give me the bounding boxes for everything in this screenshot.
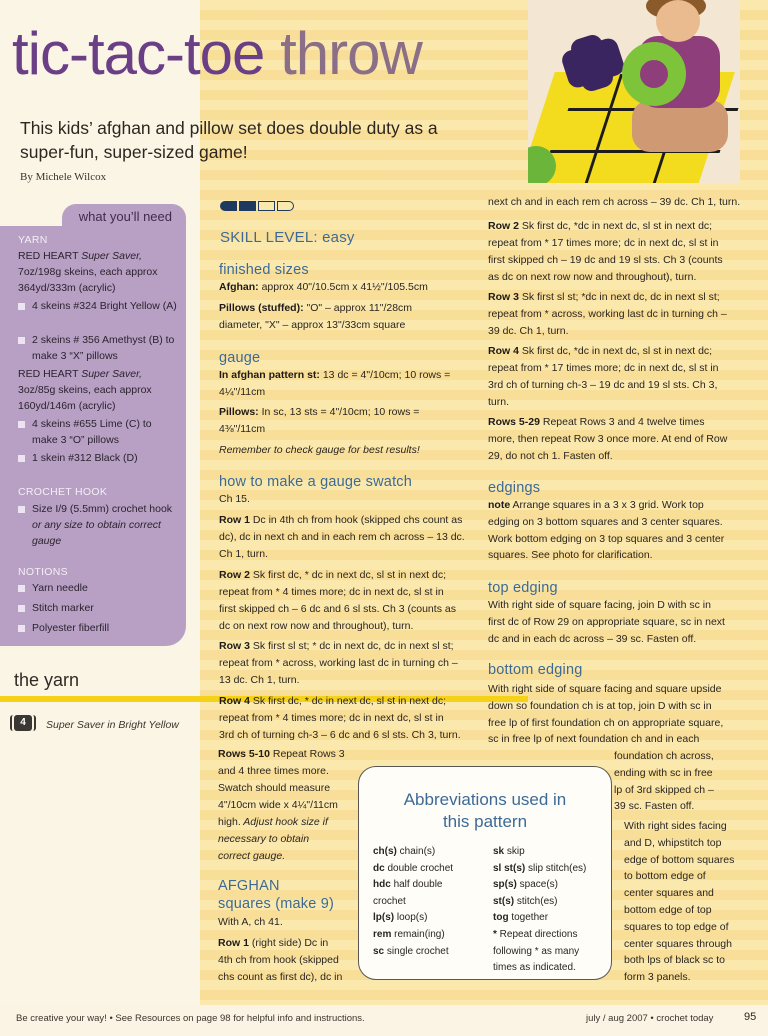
swatch-line: [219, 567, 446, 584]
abbr-title-line2: this pattern: [442, 812, 528, 831]
swatch-line-text: Dc in 4th ch from hook (skipped chs count as: [249, 514, 463, 526]
swatch-adjust: [218, 814, 328, 831]
edgings-line: [488, 497, 704, 514]
gauge-afghan-label: In afghan pattern st:: [219, 369, 320, 381]
abbreviation-meaning: half double: [393, 879, 443, 891]
afghan-heading: AFGHAN: [218, 878, 280, 894]
swatch-line: [219, 584, 444, 601]
pattern-photo: [528, 0, 740, 183]
swatch-line: [219, 512, 462, 529]
the-yarn-heading: the yarn: [14, 670, 80, 690]
afghan-line-text: repeat from * 17 times more; dc in next dc, sl st in: [488, 362, 719, 374]
assembly-line: form 3 panels.: [624, 971, 691, 984]
skill-level-icon: [220, 201, 296, 213]
bottom-edging-line: free lp of first foundation ch on appropriate square,: [488, 716, 724, 729]
notion-item: Stitch marker: [32, 602, 94, 614]
bottom-edging-line: sc in free lp of next foundation ch and in each: [488, 733, 700, 746]
assembly-line: center squares through: [624, 937, 732, 950]
afghan-line: [488, 218, 712, 235]
afghan-line-text: repeat from * across, working last dc in turning ch –: [488, 308, 727, 320]
abbr-title-line1: Abbreviations used in: [403, 790, 567, 809]
afghan-row1-label: Row 1: [218, 937, 249, 949]
gauge-afghan-text: 13 dc = 4"/10cm; 10 rows =: [322, 369, 451, 381]
page-title: [12, 18, 422, 90]
checkbox-icon: [18, 605, 25, 612]
afghan-size-text: approx 40"/10.5cm x 41½"/105.5cm: [261, 281, 428, 293]
abbreviation-meaning: following * as many: [493, 945, 580, 957]
assembly-line: and D, whipstitch top: [624, 836, 722, 849]
yarn-label: Super Saver in Bright Yellow: [46, 719, 179, 731]
top-edging-line: dc and in each dc across – 39 sc. Fasten off.: [488, 632, 697, 645]
abbreviation-meaning: Repeat directions: [499, 929, 578, 940]
page-number: 95: [744, 1011, 757, 1023]
gauge-pillows: [219, 404, 419, 421]
swatch-line: [219, 693, 446, 710]
swatch-adjust-line: necessary to obtain: [218, 833, 310, 845]
swatch-line-label: Row 4: [219, 695, 250, 707]
afghan-line: [488, 448, 613, 465]
swatch-line-text: repeat from * 4 times more; dc in next dc, sl st in: [219, 586, 444, 598]
abbreviation-meaning: remain(ing): [394, 929, 445, 940]
abbreviation-term: rem: [373, 929, 395, 940]
swatch-line-text: 13 dc. Ch 1, turn.: [219, 674, 300, 686]
afghan-line-text: as dc on next row now and throughout), turn.: [488, 271, 697, 283]
o-pillow-ring: [622, 42, 686, 106]
abbreviation-term: *: [493, 929, 500, 940]
afghan-row1: [218, 935, 328, 952]
yarn2-line: [18, 366, 142, 382]
afghan-size-label: Afghan:: [219, 281, 259, 293]
edgings-line: [488, 531, 724, 548]
swatch-rows510: [218, 746, 345, 763]
yarn1-item: 4 skeins #324 Bright Yellow (A): [32, 300, 177, 312]
afghan-line-text: Sk first dc, *dc in next dc, sl st in next dc;: [518, 345, 713, 357]
afghan-line-text: next ch and in each rem ch across – 39 dc. Ch 1, turn.: [488, 196, 741, 208]
edgings-line-text: Work bottom edging on 3 top squares and 3 center: [488, 532, 725, 545]
afghan-line-label: Rows 5-29: [488, 416, 540, 428]
abbreviation-row: [493, 845, 525, 859]
adjust-italic: Adjust hook size if: [240, 816, 328, 828]
notion-item: Yarn needle: [32, 582, 88, 594]
yarn1-line: [18, 248, 142, 264]
abbreviation-row: [373, 911, 427, 925]
afghan-subheading: squares (make 9): [218, 896, 335, 912]
hook-heading: CROCHET HOOK: [18, 486, 108, 498]
abbreviation-term: sp(s): [493, 879, 520, 891]
abbreviation-row: [373, 895, 406, 909]
afghan-line-label: Row 2: [488, 220, 519, 232]
assembly-line: center squares and: [624, 887, 714, 900]
abbreviation-meaning: stitch(es): [516, 895, 558, 907]
yarn2-item: 4 skeins #655 Lime (C) to make 3 “O” pillows: [32, 418, 152, 446]
finished-sizes-heading: finished sizes: [219, 262, 309, 278]
bottom-edging-line: down so foundation ch is at top, join D with sc in: [488, 699, 712, 712]
afghan-line-text: turn.: [488, 396, 510, 408]
swatch-line: [219, 529, 465, 546]
girl-head: [656, 0, 700, 42]
abbreviation-meaning: together: [511, 912, 549, 924]
badge-left-bracket: [10, 715, 13, 731]
notion-item: Polyester fiberfill: [32, 622, 110, 634]
assembly-line: squares to top edge of: [624, 920, 729, 933]
afghan-line-text: Sk first sl st; *dc in next dc, dc in next sl st;: [518, 291, 720, 303]
swatch-line: [219, 618, 413, 635]
rows510-text: Repeat Rows 3: [269, 748, 345, 760]
byline: By Michele Wilcox: [20, 171, 107, 183]
abbreviation-row: [493, 928, 578, 942]
afghan-line-label: Row 4: [488, 345, 519, 357]
abbreviation-term: tog: [493, 912, 512, 924]
rows510-label: Rows 5-10: [218, 748, 270, 760]
swatch-line-text: repeat from * across, working last dc in turning ch –: [219, 657, 458, 669]
edgings-line-text: Arrange squares in a 3 x 3 grid. Work top: [510, 499, 704, 511]
swatch-ch: Ch 15.: [219, 493, 250, 505]
afghan-line: [488, 252, 723, 269]
afghan-line-text: repeat from * 17 times more; dc in next dc, sl st in: [488, 237, 719, 249]
yarn1-brand: RED HEART: [18, 250, 79, 262]
abbreviation-meaning: chain(s): [399, 846, 436, 857]
checkbox-icon: [18, 625, 25, 632]
yarn1-desc2: 364yd/333m (acrylic): [18, 282, 116, 294]
swatch-line-label: Row 3: [219, 640, 250, 652]
swatch-line: [219, 710, 444, 727]
swatch-line: [219, 601, 456, 618]
title-part2: throw: [280, 20, 422, 87]
yarn2-brand: RED HEART: [18, 368, 79, 380]
swatch-line-text: first skipped ch – 6 dc and 6 sl sts. Ch 3 (counts as: [219, 603, 456, 615]
subtitle: This kids’ afghan and pillow set does double duty as a super-fun, super-sized game!: [20, 118, 438, 162]
bottom-edging-line: ending with sc in free: [614, 766, 713, 779]
pillow-size-2: diameter, "X" – approx 13"/33cm square: [219, 319, 406, 331]
abbreviation-meaning: times as indicated.: [493, 962, 576, 974]
adjust-plain: high.: [218, 816, 241, 828]
hook-main: Size I/9 (5.5mm) crochet hook: [32, 503, 173, 515]
afghan-line: [488, 269, 696, 286]
afghan-line-text: 3rd ch of turning ch-3 – 19 dc and 19 sl sts. Ch 3,: [488, 379, 718, 391]
abbreviation-meaning: skip: [506, 846, 525, 857]
yarn2-item: 1 skein #312 Black (D): [32, 452, 138, 464]
pillow-size: [219, 300, 412, 317]
afghan-line-text: 29, do not ch 1. Fasten off.: [488, 450, 613, 462]
bottom-edging-line: 39 sc. Fasten off.: [614, 800, 695, 813]
swatch-line-text: Sk first sl st; * dc in next dc, dc in next sl st;: [249, 640, 454, 652]
yarn2-desc2: 160yd/146m (acrylic): [18, 400, 116, 412]
swatch-line-text: Sk first dc, * dc in next dc, sl st in next dc;: [249, 569, 446, 581]
swatch-line-text: dc), dc in next ch and in each rem ch across – 13 dc.: [219, 531, 465, 543]
gauge-pillows-2: 4⅜"/11cm: [219, 423, 266, 435]
abbreviation-row: [373, 862, 453, 876]
swatch-line-label: Row 1: [219, 514, 250, 526]
afghan-line-label: Row 3: [488, 291, 519, 303]
abbreviation-meaning: single crochet: [386, 945, 449, 957]
bottom-edging-heading: bottom edging: [488, 662, 583, 678]
abbreviation-term: dc: [373, 862, 388, 874]
abbreviation-term: ch(s): [373, 846, 400, 857]
gauge-afghan-2: 4¼"/11cm: [219, 386, 266, 398]
swatch-line-text: repeat from * 4 times more; dc in next dc, sl st in: [219, 712, 444, 724]
top-edging-heading: top edging: [488, 580, 558, 596]
swatch-line: [219, 727, 461, 744]
bottom-edging-line: With right side of square facing and square upside: [488, 683, 722, 695]
afghan-size: [219, 279, 428, 296]
gauge-note: Remember to check gauge for best results!: [219, 444, 420, 456]
yarn-heading: YARN: [18, 234, 48, 246]
footer-right: july / aug 2007 • crochet today: [586, 1013, 714, 1024]
edgings-line: [488, 514, 723, 531]
abbreviation-row: [493, 878, 558, 892]
edgings-line-text: squares. See photo for clarification.: [488, 549, 653, 562]
abbreviation-row: [373, 945, 449, 959]
afghan-line: [488, 194, 740, 211]
gauge-heading: gauge: [219, 350, 261, 366]
yarn1-item: 2 skeins # 356 Amethyst (B) to make 3 “X” pillows: [32, 334, 175, 362]
skill-level: SKILL LEVEL: easy: [220, 229, 355, 246]
swatch-line: [219, 672, 300, 689]
abbreviation-meaning: double crochet: [387, 862, 454, 874]
pillow-size-label: Pillows (stuffed):: [219, 302, 304, 314]
afghan-line: [488, 377, 717, 394]
afghan-with: With A, ch 41.: [218, 916, 283, 928]
yarn2-name: Super Saver,: [81, 368, 142, 380]
assembly-line: both lps of black sc to: [624, 954, 725, 967]
assembly-line: to bottom edge of: [624, 870, 706, 883]
checkbox-icon: [18, 421, 25, 428]
afghan-line: [488, 306, 727, 323]
edgings-line: [488, 547, 653, 564]
abbreviation-term: hdc: [373, 879, 394, 891]
notions-heading: NOTIONS: [18, 566, 68, 578]
what-youll-need-sidebar: [0, 226, 186, 646]
title-part1: tic-tac-toe: [12, 20, 265, 87]
afghan-line: [488, 431, 727, 448]
assembly-line: edge of bottom squares: [624, 853, 735, 866]
swatch-line-label: Row 2: [219, 569, 250, 581]
abbreviation-term: st(s): [493, 895, 517, 907]
skill-block-empty: [258, 201, 275, 211]
afghan-line: [488, 414, 705, 431]
swatch-rows510-line: Swatch should measure: [218, 782, 331, 794]
skill-block-filled: [239, 201, 256, 211]
afghan-line: [488, 343, 712, 360]
afghan-row1-text: (right side) Dc in: [248, 937, 329, 949]
afghan-line-text: Repeat Rows 3 and 4 twelve times: [539, 416, 705, 428]
abbreviation-row: [493, 862, 586, 876]
checkbox-icon: [18, 506, 25, 513]
yarn1-desc1: 7oz/198g skeins, each approx: [18, 266, 158, 278]
yarn2-desc1: 3oz/85g skeins, each approx: [18, 384, 152, 396]
afghan-line: [488, 235, 719, 252]
checkbox-icon: [18, 455, 25, 462]
assembly-line: bottom edge of top: [624, 904, 712, 916]
badge-right-bracket: [33, 715, 36, 731]
afghan-line: [488, 289, 720, 306]
abbreviation-row: [373, 845, 435, 859]
checkbox-icon: [18, 585, 25, 592]
swatch-line-text: 3rd ch of turning ch-3 – 6 dc and 6 sl sts. Ch 3, turn.: [219, 729, 461, 741]
abbreviation-meaning: loop(s): [396, 912, 428, 924]
swatch-line-text: dc on next row now and throughout), turn.: [219, 620, 414, 632]
yarn-weight-number: 4: [14, 715, 32, 731]
abbreviation-row: [493, 895, 557, 909]
afghan-row1-line: 4th ch from hook (skipped: [218, 954, 339, 966]
sidebar-tab-label: what you’ll need: [78, 209, 172, 224]
swatch-rows510-line: 4"/10cm wide x 4¼"/11cm: [218, 799, 338, 811]
swatch-line-text: Ch 1, turn.: [219, 548, 269, 560]
abbreviation-meaning: space(s): [519, 879, 559, 891]
abbreviation-term: sl st(s): [493, 862, 529, 874]
afghan-line: [488, 323, 569, 340]
abbreviation-row: [493, 961, 576, 975]
edgings-heading: edgings: [488, 480, 541, 496]
edgings-line-text: edging on 3 bottom squares and 3 center squares.: [488, 515, 723, 528]
afghan-line-text: 39 dc. Ch 1, turn.: [488, 325, 569, 337]
top-edging-line: first dc of Row 29 on appropriate square, sc in next: [488, 615, 725, 628]
skill-block-empty: [277, 201, 294, 211]
afghan-line-text: Sk first dc, *dc in next dc, sl st in next dc;: [518, 220, 713, 232]
afghan-line-text: first skipped ch – 19 dc and 19 sl sts. Ch 3 (counts: [488, 254, 723, 266]
hook-item: [32, 501, 180, 549]
abbreviation-meaning: crochet: [373, 895, 406, 907]
afghan-row1-line: chs count as first dc), dc in: [218, 971, 343, 983]
abbreviation-term: lp(s): [373, 912, 397, 924]
gauge-pillows-label: Pillows:: [219, 406, 259, 418]
abbreviation-row: [373, 928, 445, 942]
swatch-line: [219, 638, 454, 655]
swatch-line-text: Sk first dc, * dc in next dc, sl st in next dc;: [249, 695, 446, 707]
swatch-heading: how to make a gauge swatch: [219, 474, 413, 490]
gauge-pillows-text: In sc, 13 sts = 4"/10cm; 10 rows =: [261, 406, 420, 418]
bottom-edging-line: foundation ch across,: [614, 750, 714, 762]
afghan-line: [488, 360, 719, 377]
swatch-rows510-line: and 4 three times more.: [218, 765, 329, 777]
gauge-afghan: [219, 367, 450, 384]
abbreviation-meaning: slip stitch(es): [528, 862, 587, 874]
abbreviation-row: [493, 911, 548, 925]
yarn-weight-icon: [10, 714, 36, 732]
swatch-line: [219, 546, 268, 563]
afghan-line-text: more, then repeat Row 3 once more. At end of Row: [488, 433, 728, 445]
abbreviation-row: [373, 878, 443, 892]
abbreviations-box: [358, 766, 612, 980]
hook-italic: or any size to obtain correct gauge: [32, 519, 161, 547]
footer-left: Be creative your way! • See Resources on page 98 for helpful info and instructions.: [16, 1013, 365, 1024]
abbreviations-title: [359, 789, 611, 833]
swatch-adjust-line: correct gauge.: [218, 850, 286, 862]
edgings-line-label: note: [488, 499, 511, 511]
abbreviation-row: [493, 945, 579, 959]
swatch-line: [219, 655, 458, 672]
afghan-line: [488, 394, 509, 411]
abbreviation-term: sk: [493, 846, 507, 857]
checkbox-icon: [18, 303, 25, 310]
bottom-edging-line: lp of 3rd skipped ch –: [614, 783, 714, 796]
abbreviation-term: sc: [373, 945, 387, 957]
top-edging-line: With right side of square facing, join D with sc in: [488, 599, 711, 611]
skill-block-filled: [220, 201, 237, 211]
assembly-line: With right sides facing: [624, 820, 727, 832]
checkbox-icon: [18, 337, 25, 344]
pillow-size-text: "O" – approx 11"/28cm: [306, 302, 413, 314]
yarn1-name: Super Saver,: [81, 250, 142, 262]
